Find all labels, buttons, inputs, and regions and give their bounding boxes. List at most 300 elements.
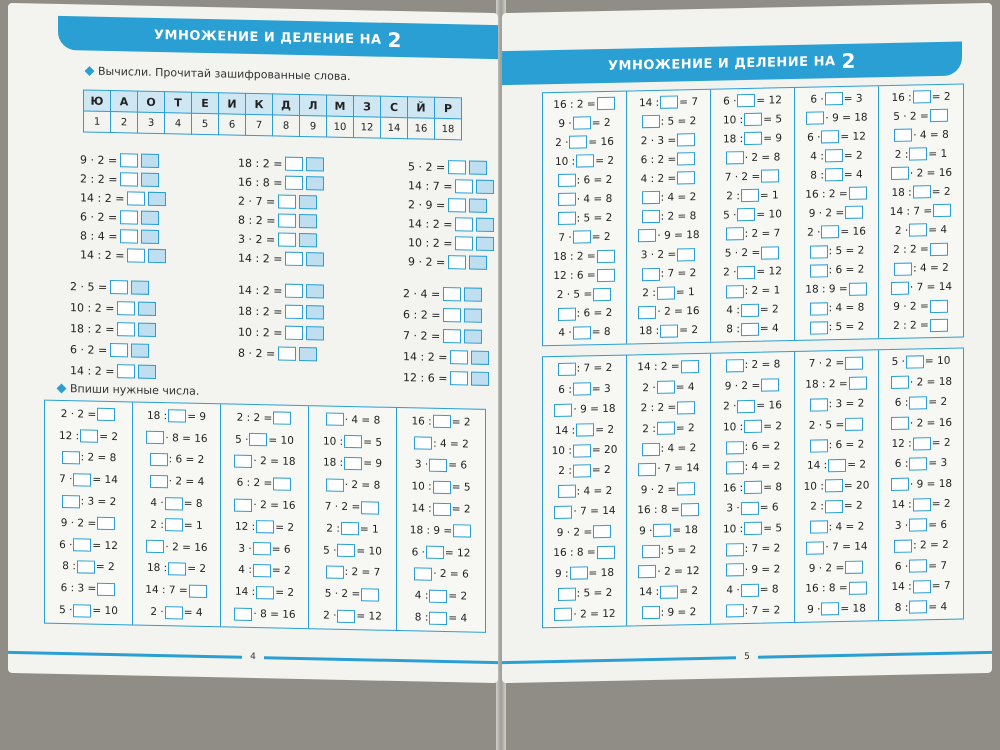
answer-box[interactable] bbox=[554, 506, 572, 519]
answer-box[interactable] bbox=[150, 475, 168, 488]
expr-part-right: · 7 = 14 bbox=[573, 505, 616, 519]
answer-box[interactable] bbox=[825, 149, 843, 162]
answer-box[interactable] bbox=[554, 403, 572, 416]
letter-box[interactable] bbox=[306, 157, 324, 171]
answer-box[interactable] bbox=[642, 545, 660, 558]
answer-box[interactable] bbox=[326, 413, 344, 426]
letter-box[interactable] bbox=[148, 249, 166, 263]
answer-box[interactable] bbox=[278, 214, 296, 228]
answer-box[interactable] bbox=[62, 495, 80, 508]
answer-box[interactable] bbox=[913, 185, 931, 198]
expr-part-left: 2 : 2 = bbox=[236, 411, 273, 425]
answer-box[interactable] bbox=[726, 441, 744, 454]
answer-box[interactable] bbox=[573, 231, 591, 244]
answer-box[interactable] bbox=[326, 565, 344, 578]
answer-box[interactable] bbox=[273, 412, 291, 425]
answer-box[interactable] bbox=[127, 191, 145, 205]
answer-box[interactable] bbox=[677, 401, 695, 414]
answer-box[interactable] bbox=[930, 300, 948, 313]
answer-box[interactable] bbox=[741, 189, 759, 202]
answer-box[interactable] bbox=[285, 326, 303, 340]
expr-part-left: 6 : bbox=[894, 396, 909, 410]
answer-box[interactable] bbox=[894, 262, 912, 275]
answer-box[interactable] bbox=[253, 542, 271, 555]
expr-part-right: : 5 = 2 bbox=[660, 114, 697, 128]
answer-box[interactable] bbox=[344, 435, 362, 448]
answer-box[interactable] bbox=[909, 519, 927, 532]
answer-box[interactable] bbox=[726, 563, 744, 576]
letter-box[interactable] bbox=[141, 211, 159, 225]
letter-box[interactable] bbox=[476, 218, 494, 232]
expr-part-right: = 6 bbox=[759, 501, 779, 515]
answer-box[interactable] bbox=[744, 522, 762, 535]
expr-part-left: 18 : 9 = bbox=[805, 283, 848, 296]
answer-box[interactable] bbox=[761, 378, 779, 391]
expr-part-right: · 2 = 16 bbox=[253, 499, 296, 512]
answer-box[interactable] bbox=[80, 430, 98, 443]
answer-box[interactable] bbox=[558, 212, 576, 225]
answer-box[interactable] bbox=[189, 584, 207, 597]
answer-box[interactable] bbox=[455, 236, 473, 250]
cipher-number: 10 bbox=[327, 116, 354, 138]
answer-box[interactable] bbox=[806, 111, 824, 124]
expr-part-left: 2 : bbox=[326, 522, 340, 535]
answer-box[interactable] bbox=[597, 249, 615, 262]
expr-part-right: : 4 = 2 bbox=[913, 261, 949, 275]
grid-item bbox=[545, 400, 624, 420]
answer-box[interactable] bbox=[810, 398, 828, 411]
expr-part-right: : 4 = 2 bbox=[828, 520, 865, 534]
answer-box[interactable] bbox=[744, 132, 762, 145]
answer-box[interactable] bbox=[97, 583, 115, 596]
answer-box[interactable] bbox=[278, 195, 296, 209]
answer-box[interactable] bbox=[849, 377, 867, 390]
answer-box[interactable] bbox=[570, 567, 588, 580]
answer-box[interactable] bbox=[110, 280, 128, 294]
grid-item bbox=[797, 318, 876, 338]
answer-box[interactable] bbox=[726, 461, 744, 474]
answer-box[interactable] bbox=[642, 267, 660, 280]
answer-box[interactable] bbox=[677, 152, 695, 165]
grid-item bbox=[629, 521, 708, 541]
answer-box[interactable] bbox=[891, 478, 909, 491]
letter-box[interactable] bbox=[138, 302, 156, 316]
answer-box[interactable] bbox=[97, 517, 115, 530]
answer-box[interactable] bbox=[913, 498, 931, 511]
answer-box[interactable] bbox=[448, 198, 466, 212]
answer-box[interactable] bbox=[810, 264, 828, 277]
answer-box[interactable] bbox=[660, 585, 678, 598]
letter-box[interactable] bbox=[138, 365, 156, 379]
answer-box[interactable] bbox=[168, 562, 186, 575]
answer-box[interactable] bbox=[638, 565, 656, 578]
answer-box[interactable] bbox=[569, 135, 587, 148]
equation-text: 2 · 9 = bbox=[408, 197, 446, 212]
answer-box[interactable] bbox=[933, 204, 951, 217]
answer-box[interactable] bbox=[849, 187, 867, 200]
expr-part-right: : 4 = 2 bbox=[433, 437, 469, 451]
answer-box[interactable] bbox=[913, 90, 931, 103]
answer-box[interactable] bbox=[337, 544, 355, 557]
answer-box[interactable] bbox=[73, 538, 91, 551]
answer-box[interactable] bbox=[906, 355, 924, 368]
answer-box[interactable] bbox=[573, 382, 591, 395]
answer-box[interactable] bbox=[62, 451, 80, 464]
answer-box[interactable] bbox=[165, 519, 183, 532]
expr-part-left: 6 · bbox=[411, 545, 425, 559]
answer-box[interactable] bbox=[845, 356, 863, 369]
answer-box[interactable] bbox=[894, 129, 912, 142]
expr-part-right: = 2 bbox=[99, 430, 119, 443]
grid-item bbox=[797, 146, 876, 166]
answer-box[interactable] bbox=[361, 588, 379, 601]
answer-box[interactable] bbox=[117, 301, 135, 315]
answer-box[interactable] bbox=[825, 500, 843, 513]
answer-box[interactable] bbox=[146, 431, 164, 444]
answer-box[interactable] bbox=[341, 522, 359, 535]
answer-box[interactable] bbox=[660, 324, 678, 337]
grid-item bbox=[545, 543, 624, 563]
answer-box[interactable] bbox=[450, 371, 468, 385]
answer-box[interactable] bbox=[810, 321, 828, 334]
answer-box[interactable] bbox=[744, 481, 762, 494]
answer-box[interactable] bbox=[426, 546, 444, 559]
letter-box[interactable] bbox=[141, 173, 159, 187]
answer-box[interactable] bbox=[891, 376, 909, 389]
expr-part-right: · 7 = 14 bbox=[657, 462, 700, 476]
letter-box[interactable] bbox=[148, 192, 166, 206]
answer-box[interactable] bbox=[127, 248, 145, 262]
answer-box[interactable] bbox=[845, 418, 863, 431]
expr-part-right: = 8 bbox=[759, 583, 779, 596]
answer-box[interactable] bbox=[414, 437, 432, 450]
answer-box[interactable] bbox=[593, 287, 611, 300]
grid-item bbox=[629, 418, 708, 438]
expr-part-left: 4 · bbox=[558, 326, 572, 340]
answer-box[interactable] bbox=[810, 521, 828, 534]
answer-box[interactable] bbox=[73, 473, 91, 486]
letter-box[interactable] bbox=[476, 237, 494, 251]
answer-box[interactable] bbox=[744, 113, 762, 126]
letter-box[interactable] bbox=[469, 256, 487, 270]
answer-box[interactable] bbox=[573, 116, 591, 129]
equation bbox=[408, 178, 494, 194]
answer-box[interactable] bbox=[726, 228, 744, 241]
answer-box[interactable] bbox=[810, 302, 828, 315]
letter-box[interactable] bbox=[464, 329, 482, 343]
answer-box[interactable] bbox=[443, 308, 461, 322]
answer-box[interactable] bbox=[677, 483, 695, 496]
letter-box[interactable] bbox=[141, 230, 159, 244]
answer-box[interactable] bbox=[677, 133, 695, 146]
answer-box[interactable] bbox=[573, 444, 591, 457]
answer-box[interactable] bbox=[761, 170, 779, 183]
answer-box[interactable] bbox=[433, 502, 451, 515]
letter-box[interactable] bbox=[299, 347, 317, 361]
answer-box[interactable] bbox=[573, 464, 591, 477]
answer-box[interactable] bbox=[576, 423, 594, 436]
answer-box[interactable] bbox=[741, 303, 759, 316]
answer-box[interactable] bbox=[657, 286, 675, 299]
letter-box[interactable] bbox=[306, 252, 324, 266]
answer-box[interactable] bbox=[253, 564, 271, 577]
answer-box[interactable] bbox=[249, 433, 267, 446]
expr-part-right: = 8 bbox=[763, 481, 783, 494]
answer-box[interactable] bbox=[146, 540, 164, 553]
answer-box[interactable] bbox=[285, 157, 303, 171]
answer-box[interactable] bbox=[891, 417, 909, 430]
answer-box[interactable] bbox=[433, 415, 451, 428]
letter-box[interactable] bbox=[469, 161, 487, 175]
answer-box[interactable] bbox=[117, 322, 135, 336]
answer-box[interactable] bbox=[554, 608, 572, 621]
answer-box[interactable] bbox=[737, 265, 755, 278]
grid-item bbox=[545, 461, 624, 481]
answer-box[interactable] bbox=[285, 305, 303, 319]
answer-box[interactable] bbox=[558, 362, 576, 375]
expr-part-left: 2 : bbox=[150, 518, 164, 532]
answer-box[interactable] bbox=[930, 319, 948, 332]
answer-box[interactable] bbox=[737, 208, 755, 221]
answer-box[interactable] bbox=[642, 606, 660, 619]
answer-box[interactable] bbox=[593, 525, 611, 538]
cipher-number: 14 bbox=[381, 117, 408, 139]
answer-box[interactable] bbox=[681, 503, 699, 516]
answer-box[interactable] bbox=[453, 525, 471, 538]
answer-box[interactable] bbox=[558, 587, 576, 600]
expr-part-right: = 14 bbox=[92, 473, 118, 487]
answer-box[interactable] bbox=[455, 217, 473, 231]
answer-box[interactable] bbox=[894, 539, 912, 552]
answer-box[interactable] bbox=[256, 586, 274, 599]
answer-box[interactable] bbox=[278, 233, 296, 247]
answer-box[interactable] bbox=[737, 94, 755, 107]
answer-box[interactable] bbox=[741, 583, 759, 596]
answer-box[interactable] bbox=[97, 408, 115, 421]
equation-text: 14 : 7 = bbox=[408, 178, 453, 193]
letter-box[interactable] bbox=[471, 372, 489, 386]
answer-box[interactable] bbox=[120, 210, 138, 224]
answer-box[interactable] bbox=[558, 193, 576, 206]
expr-part-right: = 4 bbox=[448, 612, 468, 625]
answer-box[interactable] bbox=[930, 242, 948, 255]
expr-part-left: 5 · bbox=[891, 355, 905, 369]
answer-box[interactable] bbox=[414, 567, 432, 580]
answer-box[interactable] bbox=[234, 607, 252, 620]
answer-box[interactable] bbox=[737, 399, 755, 412]
answer-box[interactable] bbox=[909, 600, 927, 613]
answer-box[interactable] bbox=[120, 229, 138, 243]
answer-box[interactable] bbox=[273, 477, 291, 490]
letter-box[interactable] bbox=[306, 326, 324, 340]
answer-box[interactable] bbox=[448, 255, 466, 269]
answer-box[interactable] bbox=[558, 174, 576, 187]
answer-box[interactable] bbox=[642, 191, 660, 204]
letter-box[interactable] bbox=[306, 305, 324, 319]
letter-box[interactable] bbox=[299, 195, 317, 209]
grid-item bbox=[881, 316, 961, 336]
answer-box[interactable] bbox=[741, 502, 759, 515]
expr-part-left: 3 · bbox=[726, 502, 740, 515]
answer-box[interactable] bbox=[597, 546, 615, 559]
letter-box[interactable] bbox=[131, 343, 149, 357]
answer-box[interactable] bbox=[117, 364, 135, 378]
answer-box[interactable] bbox=[891, 167, 909, 180]
answer-box[interactable] bbox=[810, 439, 828, 452]
cipher-table bbox=[83, 89, 462, 140]
answer-box[interactable] bbox=[285, 252, 303, 266]
answer-box[interactable] bbox=[913, 580, 931, 593]
equation bbox=[80, 152, 159, 168]
letter-box[interactable] bbox=[299, 214, 317, 228]
answer-box[interactable] bbox=[726, 151, 744, 164]
answer-box[interactable] bbox=[638, 229, 656, 242]
answer-box[interactable] bbox=[726, 604, 744, 617]
answer-box[interactable] bbox=[821, 226, 839, 239]
answer-box[interactable] bbox=[455, 179, 473, 193]
answer-box[interactable] bbox=[326, 478, 344, 491]
answer-box[interactable] bbox=[913, 437, 931, 450]
answer-box[interactable] bbox=[443, 329, 461, 343]
answer-box[interactable] bbox=[806, 541, 824, 554]
expr-part-right: = 2 bbox=[448, 590, 468, 603]
expr-part-right: · 8 = 16 bbox=[253, 608, 296, 621]
answer-box[interactable] bbox=[165, 497, 183, 510]
answer-box[interactable] bbox=[657, 422, 675, 435]
answer-box[interactable] bbox=[576, 154, 594, 167]
letter-box[interactable] bbox=[138, 323, 156, 337]
letter-box[interactable] bbox=[306, 284, 324, 298]
answer-box[interactable] bbox=[642, 442, 660, 455]
answer-box[interactable] bbox=[726, 359, 744, 372]
answer-box[interactable] bbox=[909, 457, 927, 470]
answer-box[interactable] bbox=[429, 589, 447, 602]
letter-box[interactable] bbox=[476, 180, 494, 194]
answer-box[interactable] bbox=[638, 463, 656, 476]
answer-box[interactable] bbox=[909, 559, 927, 572]
grid-item bbox=[545, 584, 624, 604]
answer-box[interactable] bbox=[165, 606, 183, 619]
answer-box[interactable] bbox=[821, 130, 839, 143]
answer-box[interactable] bbox=[845, 561, 863, 574]
answer-box[interactable] bbox=[443, 287, 461, 301]
answer-box[interactable] bbox=[120, 172, 138, 186]
letter-box[interactable] bbox=[306, 176, 324, 190]
answer-box[interactable] bbox=[597, 97, 615, 110]
answer-box[interactable] bbox=[450, 350, 468, 364]
expr-part-right: : 4 = 2 bbox=[660, 442, 697, 455]
answer-box[interactable] bbox=[120, 153, 138, 167]
answer-box[interactable] bbox=[234, 498, 252, 511]
answer-box[interactable] bbox=[278, 347, 296, 361]
grid-item bbox=[135, 472, 218, 492]
grid-item bbox=[881, 106, 961, 126]
answer-box[interactable] bbox=[638, 306, 656, 319]
task-heading: Вычисли. Прочитай зашифрованные слова. bbox=[86, 65, 351, 84]
letter-box[interactable] bbox=[141, 154, 159, 168]
answer-box[interactable] bbox=[845, 206, 863, 219]
answer-box[interactable] bbox=[433, 481, 451, 494]
answer-box[interactable] bbox=[642, 115, 660, 128]
answer-box[interactable] bbox=[681, 360, 699, 373]
letter-box[interactable] bbox=[469, 199, 487, 213]
answer-box[interactable] bbox=[677, 171, 695, 184]
answer-box[interactable] bbox=[810, 245, 828, 258]
letter-box[interactable] bbox=[131, 280, 149, 294]
answer-box[interactable] bbox=[677, 248, 695, 261]
answer-box[interactable] bbox=[825, 479, 843, 492]
answer-box[interactable] bbox=[110, 343, 128, 357]
expr-part-left: 14 : bbox=[638, 586, 660, 599]
letter-box[interactable] bbox=[299, 233, 317, 247]
answer-box[interactable] bbox=[77, 560, 95, 573]
answer-box[interactable] bbox=[73, 604, 91, 617]
answer-box[interactable] bbox=[825, 92, 843, 105]
answer-box[interactable] bbox=[597, 268, 615, 281]
answer-box[interactable] bbox=[256, 520, 274, 533]
answer-box[interactable] bbox=[285, 284, 303, 298]
answer-box[interactable] bbox=[821, 602, 839, 615]
expr-part-left: 2 : bbox=[894, 148, 909, 161]
answer-box[interactable] bbox=[657, 381, 675, 394]
answer-box[interactable] bbox=[429, 459, 447, 472]
task-heading: Впиши нужные числа. bbox=[58, 382, 199, 398]
answer-box[interactable] bbox=[909, 224, 927, 237]
grid-item bbox=[629, 111, 708, 131]
answer-box[interactable] bbox=[558, 485, 576, 498]
answer-box[interactable] bbox=[429, 611, 447, 624]
answer-box[interactable] bbox=[337, 609, 355, 622]
answer-box[interactable] bbox=[234, 455, 252, 468]
answer-box[interactable] bbox=[573, 326, 591, 339]
expr-part-right: = 8 bbox=[183, 497, 203, 511]
expr-part-right: : 4 = 2 bbox=[744, 460, 781, 474]
answer-box[interactable] bbox=[744, 420, 762, 433]
answer-box[interactable] bbox=[825, 168, 843, 181]
answer-box[interactable] bbox=[849, 581, 867, 594]
grid-item bbox=[797, 374, 876, 394]
grid-item bbox=[797, 241, 876, 261]
answer-box[interactable] bbox=[891, 281, 909, 294]
answer-box[interactable] bbox=[448, 160, 466, 174]
letter-box[interactable] bbox=[464, 308, 482, 322]
answer-box[interactable] bbox=[285, 176, 303, 190]
answer-box[interactable] bbox=[642, 210, 660, 223]
answer-box[interactable] bbox=[150, 453, 168, 466]
letter-box[interactable] bbox=[471, 351, 489, 365]
answer-box[interactable] bbox=[558, 307, 576, 320]
answer-box[interactable] bbox=[361, 501, 379, 514]
answer-box[interactable] bbox=[828, 459, 846, 472]
answer-box[interactable] bbox=[930, 109, 948, 122]
letter-box[interactable] bbox=[464, 287, 482, 301]
answer-box[interactable] bbox=[741, 323, 759, 336]
answer-box[interactable] bbox=[653, 524, 671, 537]
grid-item bbox=[629, 321, 708, 341]
answer-box[interactable] bbox=[168, 410, 186, 423]
expr-part-left: 5 · bbox=[323, 544, 337, 557]
answer-box[interactable] bbox=[726, 543, 744, 556]
answer-box[interactable] bbox=[849, 282, 867, 295]
answer-box[interactable] bbox=[660, 95, 678, 108]
answer-box[interactable] bbox=[761, 246, 779, 259]
answer-box[interactable] bbox=[344, 457, 362, 470]
answer-box[interactable] bbox=[909, 147, 927, 160]
answer-box[interactable] bbox=[726, 285, 744, 298]
answer-box[interactable] bbox=[909, 396, 927, 409]
grid-item bbox=[545, 563, 624, 583]
expr-part-right: · 2 = 16 bbox=[657, 305, 700, 319]
